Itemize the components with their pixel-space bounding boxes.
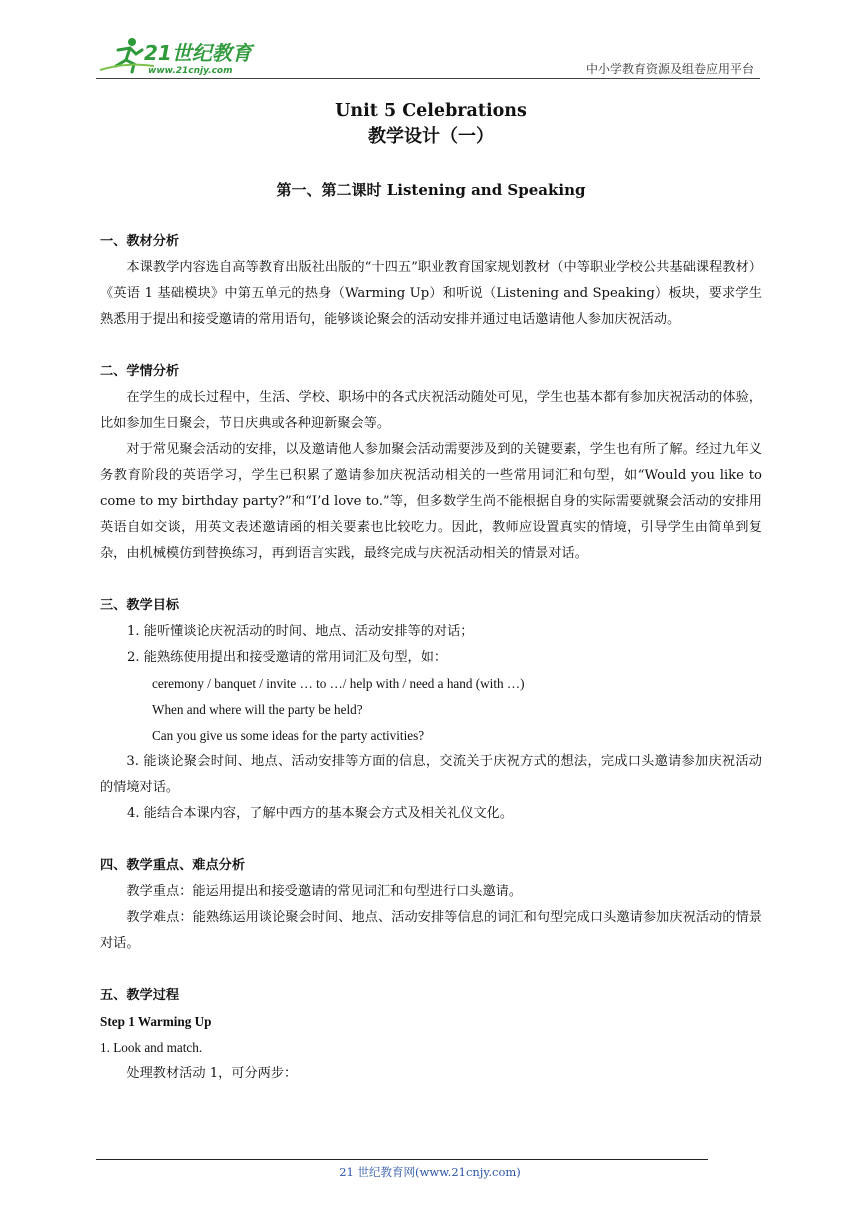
paragraph: 教学重点：能运用提出和接受邀请的常见词汇和句型进行口头邀请。 — [126, 884, 523, 899]
header-divider — [96, 78, 760, 79]
step-heading: Step 1 Warming Up — [100, 1014, 212, 1029]
example-line: ceremony / banquet / invite … to …/ help with / need a hand (with …) — [152, 676, 525, 691]
paragraph: 在学生的成长过程中，生活、学校、职场中的各式庆祝活动随处可见，学生也基本都有参加庆祝活动的体验，比如参加生日聚会，节日庆典或各种迎新聚会等。 — [100, 390, 762, 431]
document-body — [100, 98, 762, 1087]
logo-url: www.21cnjy.com — [148, 66, 233, 76]
title-english: Unit 5 Celebrations — [335, 101, 527, 121]
section-heading-teaching-process: 五、教学过程 — [100, 988, 180, 1003]
example-line: Can you give us some ideas for the party activities? — [152, 728, 425, 743]
example-line: When and where will the party be held? — [152, 702, 363, 717]
section-heading-teaching-goals: 三、教学目标 — [100, 598, 180, 613]
goal-item: 4. 能结合本课内容，了解中西方的基本聚会方式及相关礼仪文化。 — [127, 806, 514, 821]
goal-item: 3. 能谈论聚会时间、地点、活动安排等方面的信息，交流关于庆祝方式的想法，完成口头邀请参加庆祝活动的情境对话。 — [100, 754, 762, 795]
page-footer: 21 世纪教育网(www.21cnjy.com) — [339, 1165, 521, 1179]
goal-item: 1. 能听懂谈论庆祝活动的时间、地点、活动安排等的对话； — [127, 624, 474, 639]
logo-text: 21世纪教育 — [144, 41, 252, 65]
title-chinese: 教学设计（一） — [368, 126, 494, 147]
section-heading-key-points: 四、教学重点、难点分析 — [100, 858, 246, 873]
activity-title: 1. Look and match. — [100, 1040, 203, 1055]
header-platform-name: 中小学教育资源及组卷应用平台 — [585, 62, 754, 76]
page-header — [96, 30, 760, 78]
section-heading-student-analysis: 二、学情分析 — [100, 364, 180, 379]
paragraph: 本课教学内容选自高等教育出版社出版的“十四五”职业教育国家规划教材（中等职业学校公共基础课程教材）《英语 1 基础模块》中第五单元的热身（Warming Up）和听说（Listening and Speaking）板块，要求学生熟悉用于提出和接受邀请的常用语句，能够谈论聚会的活动安排并通过电话邀请他人参加庆祝活动。 — [100, 260, 762, 327]
section-heading-textbook-analysis: 一、教材分析 — [100, 234, 180, 249]
paragraph: 教学难点：能熟练运用谈论聚会时间、地点、活动安排等信息的词汇和句型完成口头邀请参加庆祝活动的情景对话。 — [100, 910, 762, 951]
goal-item: 2. 能熟练使用提出和接受邀请的常用词汇及句型，如： — [127, 650, 448, 665]
lesson-subtitle: 第一、第二课时 Listening and Speaking — [276, 181, 586, 199]
logo-21cnjy — [96, 36, 266, 76]
footer-divider — [96, 1159, 708, 1160]
paragraph: 处理教材活动 1，可分两步： — [126, 1066, 298, 1081]
paragraph: 对于常见聚会活动的安排，以及邀请他人参加聚会活动需要涉及到的关键要素，学生也有所了解。经过九年义务教育阶段的英语学习，学生已积累了邀请参加庆祝活动相关的一些常用词汇和句型，如“Would you like to come to my birthday party?”和“I’d love to.”等，但多数学生尚不能根据自身的实际需要就聚会活动的安排用英语自如交谈，用英文表述邀请函的相关要素也比较吃力。因此，教师应设置真实的情境，引导学生由简单到复杂，由机械模仿到替换练习，再到语言实践，最终完成与庆祝活动相关的情景对话。 — [100, 442, 762, 561]
